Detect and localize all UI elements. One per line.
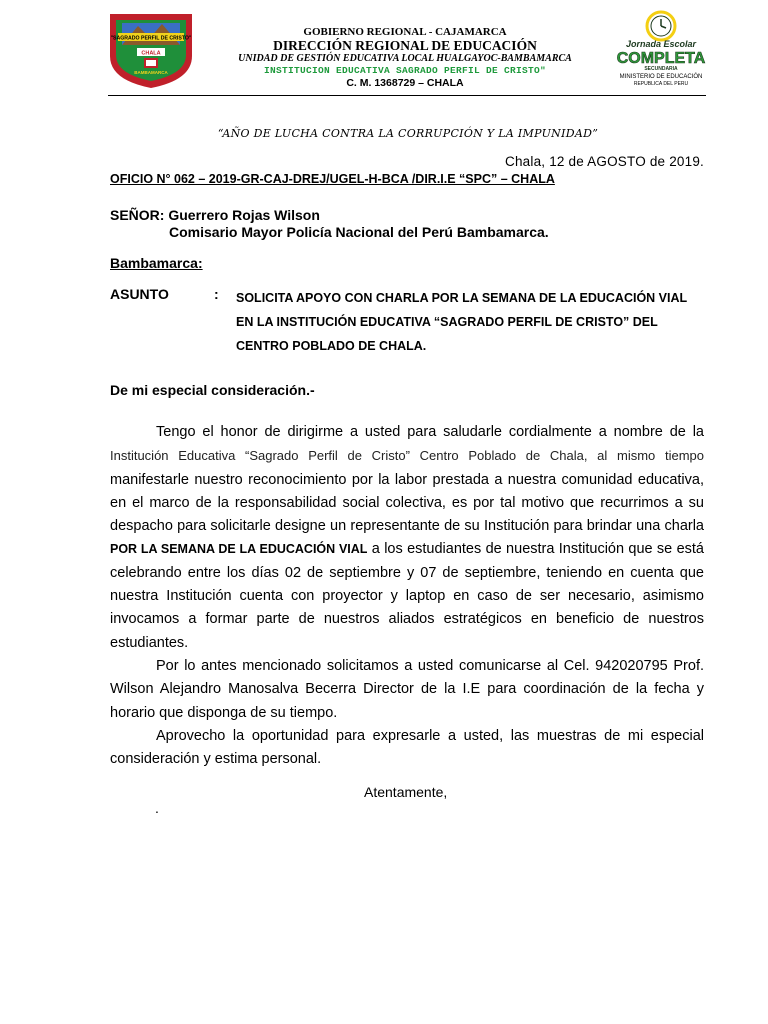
body-paragraph-3: Aprovecho la oportunidad para expresarle a usted, las muestras de mi especial consideración y estima personal. — [110, 727, 704, 768]
jec-line4: MINISTERIO DE EDUCACIÓN — [619, 74, 703, 80]
jec-line3: SECUNDARIA — [644, 66, 678, 72]
stray-dot: . — [155, 800, 159, 816]
school-crest-icon — [106, 10, 196, 90]
body-p1-bold: POR LA SEMANA DE LA EDUCACIÓN VIAL — [110, 542, 368, 557]
jec-line1: Jornada Escolar — [625, 39, 697, 49]
header-divider — [108, 95, 706, 96]
closing: Atentamente, — [364, 784, 448, 800]
letter-date: Chala, 12 de AGOSTO de 2019. — [505, 154, 704, 169]
body-p1-c: manifestarle nuestro reconocimiento por la labor prestada a nuestra comunidad educativa, en el marco de la responsabilidad social colectiva, es por tal motivo que recurrimos a su despacho para solicitarle designe un representante de su Institución para brindar una charla — [110, 471, 704, 535]
header-directorate: DIRECCIÓN REGIONAL DE EDUCACIÓN — [273, 38, 537, 53]
crest-text-bottom: BAMBAMARCA — [134, 70, 168, 75]
body-p1-a: Tengo el honor de dirigirme a usted para saludarle cordialmente a nombre de la — [156, 424, 704, 440]
recipient-title: Comisario Mayor Policía Nacional del Perú Bambamarca. — [169, 224, 549, 240]
school-crest-logo — [106, 10, 196, 90]
recipient-name: SEÑOR: Guerrero Rojas Wilson — [110, 207, 320, 223]
header-government: GOBIERNO REGIONAL - CAJAMARCA — [303, 26, 507, 38]
subject-text: SOLICITA APOYO CON CHARLA POR LA SEMANA DE LA EDUCACIÓN VIAL EN LA INSTITUCIÓN EDUCATIVA “SAGRADO PERFIL DE CRISTO” DEL CENTRO POBLADO DE CHALA. — [236, 291, 687, 353]
year-motto: “AÑO DE LUCHA CONTRA LA CORRUPCIÓN Y LA IMPUNIDAD” — [217, 127, 599, 140]
body-paragraph-2: Por lo antes mencionado solicitamos a usted comunicarse al Cel. 942020795 Prof. Wilson Alejandro Manosalva Becerra Director de la I.E para coordinación de la fecha y horario que disponga de su tiempo. — [110, 657, 704, 721]
header-ugel: UNIDAD DE GESTIÓN EDUCATIVA LOCAL HUALGAYOC-BAMBAMARCA — [238, 53, 572, 64]
header-institution: INSTITUCION EDUCATIVA SAGRADO PERFIL DE CRISTO" — [263, 65, 547, 76]
recipient-city: Bambamarca: — [110, 255, 203, 271]
oficio-reference: OFICIO N° 062 – 2019-GR-CAJ-DREJ/UGEL-H-BCA /DIR.I.E “SPC” – CHALA — [110, 172, 555, 186]
subject-colon: : — [214, 286, 219, 302]
jec-line5: REPUBLICA DEL PERU — [633, 81, 689, 87]
jornada-escolar-completa-icon — [612, 8, 710, 88]
greeting: De mi especial consideración.- — [110, 382, 315, 398]
jec-line2: COMPLETA — [616, 50, 706, 67]
body-paragraph-1 — [110, 421, 704, 655]
letter-body — [110, 421, 704, 771]
crest-text-mid: CHALA — [141, 50, 161, 57]
body-p1-d: a los estudiantes de nuestra Institución que se está celebrando entre los días 02 de septiembre y 07 de septiembre, teniendo en cuenta que nuestra Institución cuenta con proyector y laptop en caso de ser necesario, asimismo invocamos a formar parte de nuestros aliados estratégicos en beneficio de nuestros estudiantes. — [110, 541, 704, 651]
body-p1-b: Institución Educativa “Sagrado Perfil de Cristo” Centro Poblado de Chala, al mismo tiempo — [110, 448, 704, 464]
jornada-escolar-completa-logo — [612, 8, 710, 88]
crest-text-top: "SAGRADO PERFIL DE CRISTO" — [110, 35, 192, 42]
header-code: C. M. 1368729 – CHALA — [346, 77, 464, 89]
subject-label: ASUNTO — [110, 286, 169, 302]
